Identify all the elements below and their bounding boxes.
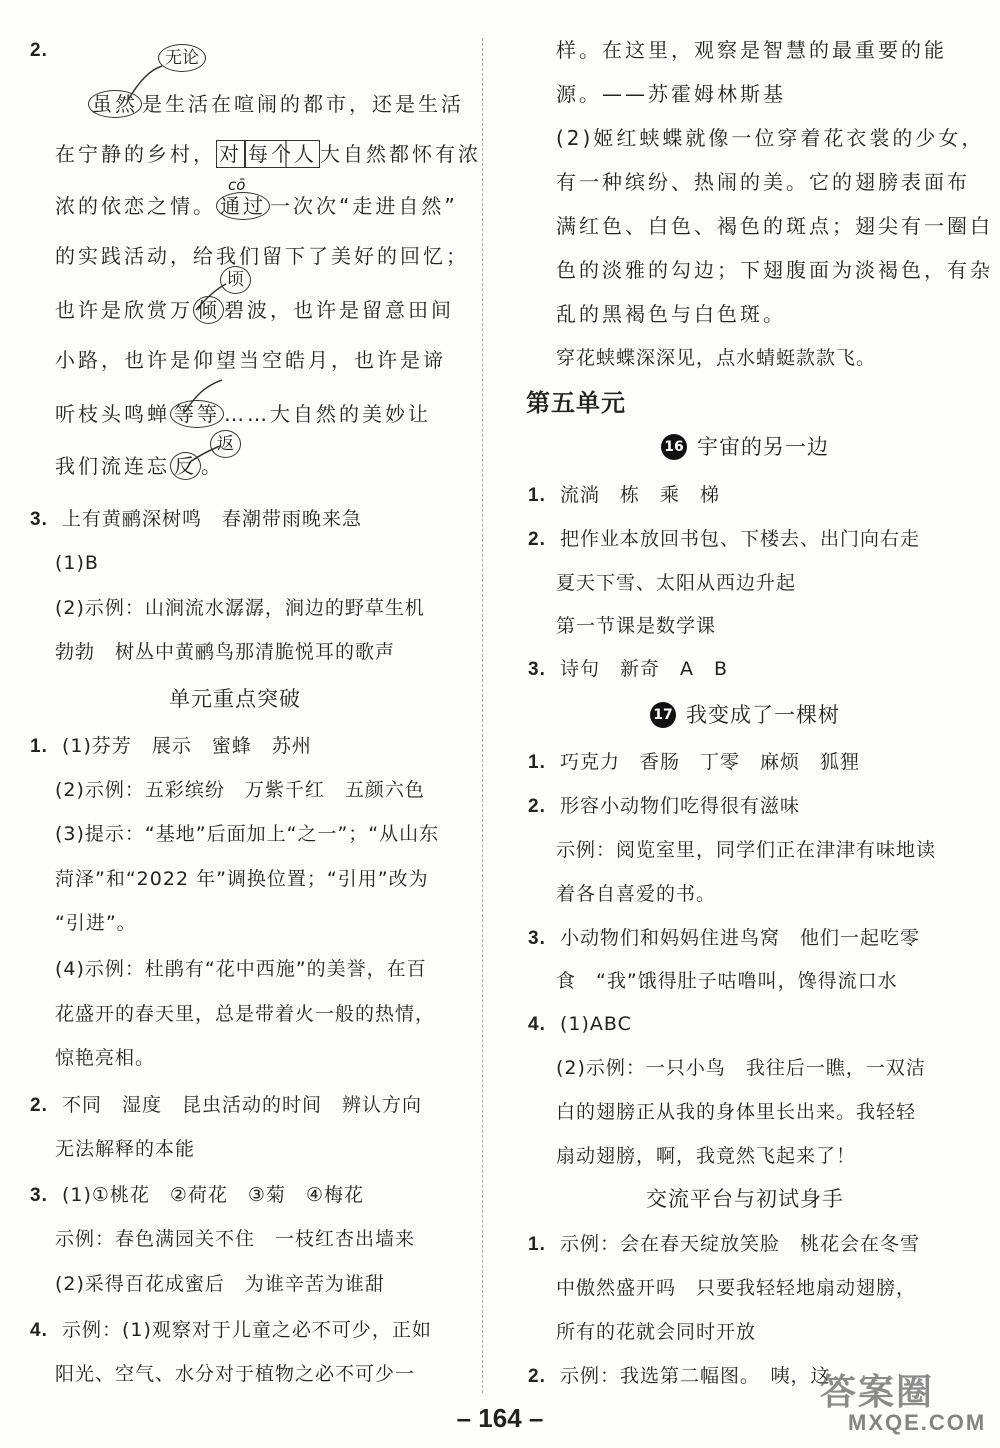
k1-line-a: 1. (1)芬芳 展示 蜜蜂 苏州 (30, 735, 312, 757)
circled-word: 反 (170, 452, 201, 480)
circled-word: 等等 (170, 400, 224, 428)
a2-line-c: 第一节课是数学课 (556, 615, 717, 637)
column-divider (482, 38, 483, 1393)
annotation-mark: cō (228, 176, 246, 194)
r-line-2: 源。——苏霍姆林斯基 (556, 82, 786, 106)
watermark-text: 答案圈 (820, 1372, 935, 1413)
k1-line-h: 惊艳亮相。 (55, 1047, 156, 1069)
k1-line-g: 花盛开的春天里，总是带着火一般的热情， (55, 1003, 436, 1025)
k1-line-f: (4)示例：杜鹃有“花中西施”的美誉，在百 (55, 958, 427, 980)
q3-line-c: (2)示例：山涧流水潺潺，涧边的野草生机 (55, 597, 425, 619)
k3-line-b: 示例：春色满园关不住 一枝红杏出墙来 (55, 1228, 416, 1250)
unit-five-heading: 第五单元 (526, 388, 626, 417)
b3-line-a: 3. 小动物们和妈妈住进鸟窝 他们一起吃零 (528, 927, 920, 949)
b1-line: 1. 巧克力 香肠 丁零 麻烦 狐狸 (528, 751, 860, 773)
circled-word: 通过 (216, 192, 270, 220)
r-line-5: 满红色、白色、褐色的斑点；翅尖有一圈白 (556, 214, 993, 238)
k2-line-b: 无法解释的本能 (55, 1138, 196, 1160)
k1-line-e: “引进”。 (55, 912, 137, 934)
a3-line: 3. 诗句 新奇 A B (528, 658, 728, 680)
b4-line-b: (2)示例：一只小鸟 我往后一瞧，一双洁 (556, 1057, 926, 1079)
r-line-3: (2)姬红蛱蝶就像一位穿着花衣裳的少女， (556, 126, 985, 150)
b2-line-c: 着各自喜爱的书。 (556, 883, 717, 905)
boxed-word: 对 (216, 140, 245, 168)
r-line-4: 有一种缤纷、热闹的美。它的翅膀表面布 (556, 170, 970, 194)
annotation-qing: 顷 (220, 266, 251, 294)
q3-line-a: 3. 上有黄鹂深树鸣 春潮带雨晚来急 (30, 508, 362, 530)
k4-line-a: 4. 示例：(1)观察对于儿童之必不可少，正如 (30, 1319, 432, 1341)
section-title-unit-key: 单元重点突破 (169, 687, 301, 711)
a2-line-b: 夏天下雪、太阳从西边升起 (556, 572, 797, 594)
q3-line-b: (1)B (55, 552, 99, 574)
c1-line-a: 1. 示例：会在春天绽放笑脸 桃花会在冬雪 (528, 1233, 920, 1255)
lesson-number-badge: 16 (661, 434, 687, 460)
q3-line-d: 勃勃 树丛中黄鹂鸟那清脆悦耳的歌声 (55, 641, 396, 663)
r-line-7: 乱的黑褐色与白色斑。 (556, 302, 786, 326)
essay-line-8: 我们流连忘 反 。 (55, 454, 224, 478)
c1-line-b: 中傲然盛开吗 只要我轻轻地扇动翅膀， (556, 1277, 917, 1299)
k1-line-d: 菏泽”和“2022 年”调换位置；“引用”改为 (55, 868, 429, 890)
essay-line-1: 虽然 是生活在喧闹的都市，还是生活 (88, 90, 464, 118)
k3-line-c: (2)采得百花成蜜后 为谁辛苦为谁甜 (55, 1273, 385, 1295)
annotation-fan: 返 (210, 430, 241, 458)
q2-number: 2. (30, 40, 48, 61)
r-line-6: 色的淡雅的勾边；下翅腹面为淡褐色，有杂 (556, 258, 993, 282)
essay-line-5: 也许是欣赏万 倾 碧波，也许是留意田间 (55, 298, 454, 322)
section-title-exchange: 交流平台与初试身手 (646, 1187, 844, 1211)
a1-line: 1. 流淌 栋 乘 梯 (528, 484, 720, 506)
lesson-number-badge: 17 (650, 702, 676, 728)
b2-line-a: 2. 形容小动物们吃得很有滋味 (528, 795, 800, 817)
b4-line-d: 扇动翅膀，啊，我竟然飞起来了！ (556, 1145, 857, 1167)
c2-line-a: 2. 示例：我选第二幅图。 咦，这 (528, 1365, 831, 1387)
page-number: – 164 – (456, 1403, 544, 1433)
essay-line-3: 浓的依恋之情。 通过 一次次“走进自然” (55, 194, 458, 218)
b3-line-b: 食 “我”饿得肚子咕噜叫，馋得流口水 (556, 970, 898, 992)
k4-line-b: 阳光、空气、水分对于植物之必不可少一 (55, 1363, 416, 1385)
k2-line-a: 2. 不同 湿度 昆虫活动的时间 辨认方向 (30, 1094, 422, 1116)
b2-line-b: 示例：阅览室里，同学们正在津津有味地读 (556, 839, 937, 861)
essay-line-7: 听枝头鸣蝉 等等 ……大自然的美妙让 (55, 402, 431, 426)
essay-line-2: 在宁静的乡村， 对 每个人 大自然都怀有浓 (55, 142, 481, 166)
k3-line-a: 3. (1)①桃花 ②荷花 ③菊 ④梅花 (30, 1184, 365, 1206)
a2-line-a: 2. 把作业本放回书包、下楼去、出门向右走 (528, 528, 920, 550)
boxed-word: 每个人 (245, 140, 320, 168)
annotation-wulun: 无论 (158, 44, 206, 72)
lesson-16-title: 16 宇宙的另一边 (490, 434, 1000, 460)
k1-line-c: (3)提示：“基地”后面加上“之一”；“从山东 (55, 823, 440, 845)
watermark-url: MXQE.COM (848, 1410, 987, 1435)
c1-line-c: 所有的花就会同时开放 (556, 1321, 757, 1343)
k1-line-b: (2)示例：五彩缤纷 万紫千红 五颜六色 (55, 779, 425, 801)
b4-line-a: 4. (1)ABC (528, 1013, 632, 1035)
r-line-1: 样。在这里，观察是智慧的最重要的能 (556, 38, 947, 62)
circled-word: 虽然 (88, 90, 142, 118)
b4-line-c: 白的翅膀正从我的身体里长出来。我轻轻 (556, 1101, 917, 1123)
lesson-17-title: 17 我变成了一棵树 (490, 702, 1000, 728)
r-line-8: 穿花蛱蝶深深见，点水蜻蜓款款飞。 (556, 347, 877, 369)
essay-line-6: 小路，也许是仰望当空皓月，也许是谛 (55, 348, 446, 372)
essay-line-4: 的实践活动，给我们留下了美好的回忆； (55, 244, 469, 268)
circled-word: 倾 (193, 296, 224, 324)
